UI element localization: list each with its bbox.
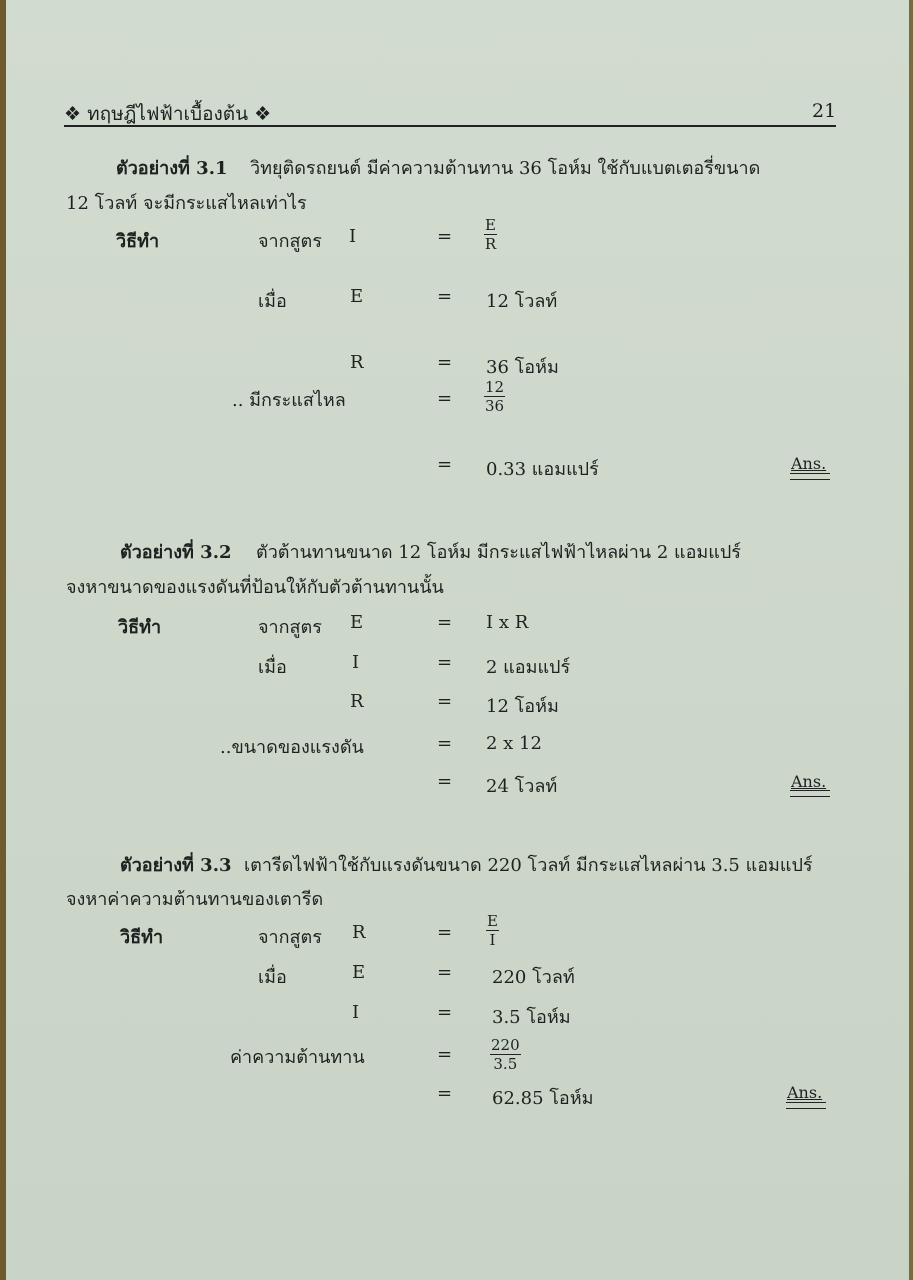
ex3-r1-label: จากสูตร <box>258 927 322 948</box>
ex3-r2-val: 220 โวลท์ <box>492 967 575 988</box>
denominator: 3.5 <box>493 1055 518 1073</box>
numerator: E <box>485 216 496 234</box>
ex3-r3-eq: = <box>437 1002 453 1023</box>
ex2-r2-label: เมื่อ <box>258 657 287 678</box>
ex2-r3-var: R <box>350 691 364 712</box>
numerator: 220 <box>491 1036 520 1054</box>
ex1-r4-eq: = <box>437 388 453 409</box>
ex3-r4-label: ค่าความต้านทาน <box>230 1047 365 1068</box>
ex1-ans: Ans. <box>791 454 827 473</box>
ex2-r1-eq: = <box>437 612 453 633</box>
ex2-r1-label: จากสูตร <box>258 617 322 638</box>
ex2-r4-eq: = <box>437 733 453 754</box>
ex3-r2-eq: = <box>437 962 453 983</box>
ex1-r5-eq: = <box>437 454 453 475</box>
numerator: E <box>487 912 498 930</box>
ex3-r5-val: 62.85 โอห์ม <box>492 1088 594 1109</box>
ex3-method: วิธีทำ <box>120 927 164 948</box>
ex2-label: ตัวอย่างที่ 3.2 <box>120 542 232 563</box>
ex2-r5-eq: = <box>437 771 453 792</box>
ex3-ans-double-rule <box>786 1102 826 1109</box>
ex3-r2-var: E <box>352 962 366 983</box>
ex3-r2-label: เมื่อ <box>258 967 287 988</box>
ex2-line1: ตัวต้านทานขนาด 12 โอห์ม มีกระแสไฟฟ้าไหลผ่าน 2 แอมแปร์ <box>256 542 741 563</box>
ex2-r1-val: I x R <box>486 612 529 633</box>
ex3-r1-fraction <box>486 912 499 949</box>
ex1-r1-eq: = <box>437 226 453 247</box>
ex3-label: ตัวอย่างที่ 3.3 <box>120 855 232 876</box>
ex3-r4-fraction <box>490 1036 521 1073</box>
ex2-r2-eq: = <box>437 652 453 673</box>
ex2-ans-double-rule <box>790 790 830 797</box>
denominator: 36 <box>485 397 505 415</box>
ex2-r3-eq: = <box>437 691 453 712</box>
ex1-r4-fraction <box>484 378 505 415</box>
ex2-r4-val: 2 x 12 <box>486 733 542 754</box>
page-number: 21 <box>812 100 837 122</box>
ex1-r5-val: 0.33 แอมแปร์ <box>486 459 599 480</box>
ex1-r1-fraction <box>484 216 497 253</box>
ex1-r3-val: 36 โอห์ม <box>486 357 559 378</box>
ex1-r4-label: .. มีกระแสไหล <box>232 390 346 411</box>
ex1-r2-var: E <box>350 286 364 307</box>
denominator: I <box>489 931 496 949</box>
ex2-method: วิธีทำ <box>118 617 162 638</box>
ex1-r2-eq: = <box>437 286 453 307</box>
ex3-r4-eq: = <box>437 1044 453 1065</box>
ex3-line1: เตารีดไฟฟ้าใช้กับแรงดันขนาด 220 โวลท์ มีกระแสไหลผ่าน 3.5 แอมแปร์ <box>244 855 813 876</box>
ex3-r1-eq: = <box>437 922 453 943</box>
ex1-label: ตัวอย่างที่ 3.1 <box>116 158 228 179</box>
ex1-r3-var: R <box>350 352 364 373</box>
ex2-r1-var: E <box>350 612 364 633</box>
ex1-method: วิธีทำ <box>116 231 160 252</box>
header-rule <box>64 125 836 127</box>
ex3-r3-val: 3.5 โอห์ม <box>492 1007 571 1028</box>
ex3-r3-var: I <box>352 1002 360 1023</box>
ex1-r2-val: 12 โวลท์ <box>486 291 558 312</box>
ex1-r1-var: I <box>349 226 357 247</box>
ex2-ans: Ans. <box>791 772 827 791</box>
ex1-line1: วิทยุติดรถยนต์ มีค่าความต้านทาน 36 โอห์ม ใช้กับแบตเตอรี่ขนาด <box>250 158 761 179</box>
numerator: 12 <box>485 378 505 396</box>
ex2-r5-val: 24 โวลท์ <box>486 776 558 797</box>
page-edge-right <box>909 0 913 1280</box>
ex2-r3-val: 12 โอห์ม <box>486 696 559 717</box>
ex1-r2-label: เมื่อ <box>258 291 287 312</box>
running-header-title: ❖ ทฤษฎีไฟฟ้าเบื้องต้น ❖ <box>64 103 272 125</box>
ex1-line2: 12 โวลท์ จะมีกระแสไหลเท่าไร <box>66 193 307 214</box>
ex2-r2-var: I <box>352 652 360 673</box>
ex1-r1-label: จากสูตร <box>258 231 322 252</box>
denominator: R <box>484 235 497 253</box>
ex1-r3-eq: = <box>437 352 453 373</box>
ex2-r4-label: ..ขนาดของแรงดัน <box>220 737 364 758</box>
ex3-ans: Ans. <box>787 1083 823 1102</box>
page-edge-left <box>0 0 6 1280</box>
ex2-line2: จงหาขนาดของแรงดันที่ป้อนให้กับตัวต้านทานนั้น <box>66 577 444 598</box>
ex2-r2-val: 2 แอมแปร์ <box>486 657 571 678</box>
ex3-r5-eq: = <box>437 1083 453 1104</box>
ex3-r1-var: R <box>352 922 366 943</box>
ex1-ans-double-rule <box>790 473 830 480</box>
ex3-line2: จงหาค่าความต้านทานของเตารีด <box>66 889 324 910</box>
